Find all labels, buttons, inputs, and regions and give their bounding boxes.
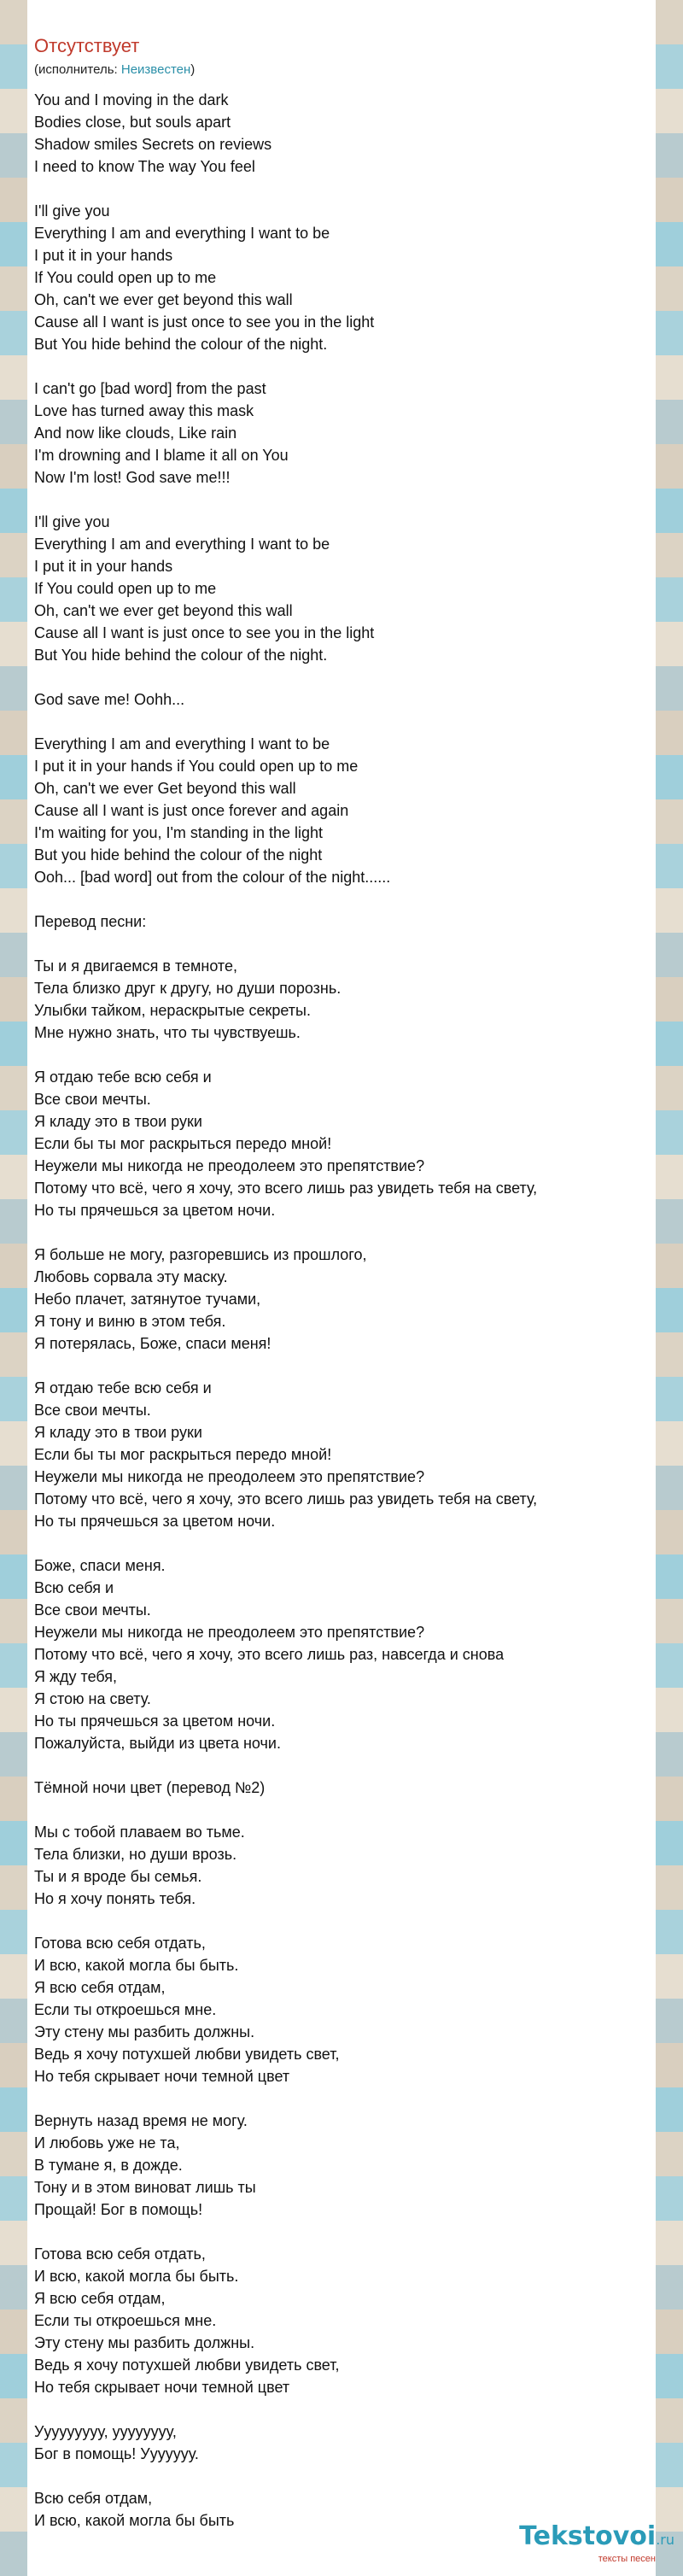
- lyric-line: Bodies close, but souls apart: [34, 114, 231, 131]
- lyric-line: Потому что всё, чего я хочу, это всего лишь раз, навсегда и снова: [34, 1646, 505, 1663]
- lyric-line: Боже, спаси меня.: [34, 1557, 166, 1574]
- lyric-line: Бог в помощь! Ууууууу.: [34, 2445, 199, 2462]
- lyric-line: I'll give you: [34, 513, 110, 530]
- stanza-gap: [34, 2465, 649, 2487]
- lyric-line: Пожалуйста, выйди из цвета ночи.: [34, 1735, 281, 1752]
- lyric-line: Неужели мы никогда не преодолеем это препятствие?: [34, 1624, 425, 1641]
- lyric-line: Если бы ты мог раскрыться передо мной!: [34, 1135, 332, 1152]
- stanza-gap: [34, 178, 649, 200]
- lyric-line: Если бы ты мог раскрыться передо мной!: [34, 1446, 332, 1463]
- lyric-line: Ты и я двигаемся в темноте,: [34, 957, 237, 975]
- site-logo[interactable]: [519, 2523, 674, 2564]
- lyric-line: Мне нужно знать, что ты чувствуешь.: [34, 1024, 301, 1041]
- artist-suffix: ): [190, 62, 196, 77]
- lyric-line: Прощай! Бог в помощь!: [34, 2201, 203, 2218]
- lyric-line: Любовь сорвала эту маску.: [34, 1268, 228, 1285]
- lyric-line: I'm waiting for you, I'm standing in the light: [34, 824, 324, 841]
- lyric-line: И всю, какой могла бы быть.: [34, 2268, 239, 2285]
- lyric-line: И всю, какой могла бы быть: [34, 2512, 235, 2529]
- lyric-line: Но ты прячешься за цветом ночи.: [34, 1712, 276, 1730]
- artist-prefix: (исполнитель:: [34, 62, 121, 77]
- lyric-line: Я тону и виню в этом тебя.: [34, 1313, 226, 1330]
- lyric-line: Готова всю себя отдать,: [34, 2245, 206, 2263]
- lyric-line: Everything I am and everything I want to be: [34, 735, 330, 752]
- lyric-line: Все свои мечты.: [34, 1601, 151, 1619]
- lyric-line: Now I'm lost! God save me!!!: [34, 469, 231, 486]
- lyric-line: Тела близки, но души врозь.: [34, 1846, 237, 1863]
- lyric-line: Перевод песни:: [34, 913, 147, 930]
- lyric-line: Ведь я хочу потухшей любви увидеть свет,: [34, 2046, 340, 2063]
- stanza-gap: [34, 666, 649, 688]
- lyric-line: Я отдаю тебе всю себя и: [34, 1379, 212, 1396]
- lyric-line: Cause all I want is just once to see you in the light: [34, 624, 375, 641]
- stanza-gap: [34, 711, 649, 733]
- stanza-gap: [34, 1355, 649, 1377]
- lyric-line: I'm drowning and I blame it all on You: [34, 447, 289, 464]
- lyric-line: But you hide behind the colour of the night: [34, 846, 323, 864]
- lyric-line: Неужели мы никогда не преодолеем это препятствие?: [34, 1468, 425, 1485]
- lyric-line: Я стою на свету.: [34, 1690, 151, 1707]
- lyric-line: Everything I am and everything I want to be: [34, 536, 330, 553]
- lyric-line: I need to know The way You feel: [34, 158, 255, 175]
- lyric-line: And now like clouds, Like rain: [34, 424, 237, 442]
- lyric-line: Потому что всё, чего я хочу, это всего лишь раз увидеть тебя на свету,: [34, 1490, 538, 1508]
- lyric-line: Всю себя и: [34, 1579, 114, 1596]
- lyric-line: I put it in your hands: [34, 558, 173, 575]
- lyric-line: Cause all I want is just once to see you in the light: [34, 313, 375, 331]
- stanza-gap: [34, 2221, 649, 2243]
- lyric-line: If You could open up to me: [34, 269, 217, 286]
- lyric-line: Oh, can't we ever get beyond this wall: [34, 602, 293, 619]
- lyric-line: Все свои мечты.: [34, 1091, 151, 1108]
- logo-name: Tekstovoi: [519, 2521, 657, 2551]
- lyric-line: В тумане я, в дожде.: [34, 2157, 183, 2174]
- stanza-gap: [34, 1532, 649, 1554]
- lyric-line: Ведь я хочу потухшей любви увидеть свет,: [34, 2356, 340, 2374]
- lyric-line: But You hide behind the colour of the night.: [34, 336, 328, 353]
- artist-line: [34, 61, 649, 79]
- lyric-line: Я потерялась, Боже, спаси меня!: [34, 1335, 271, 1352]
- lyric-line: Love has turned away this mask: [34, 402, 254, 419]
- lyric-line: Я всю себя отдам,: [34, 1979, 166, 1996]
- lyric-line: But You hide behind the colour of the night.: [34, 647, 328, 664]
- stanza-gap: [34, 888, 649, 910]
- lyric-line: Тёмной ночи цвет (перевод №2): [34, 1779, 266, 1796]
- lyric-line: Если ты откроешься мне.: [34, 2001, 217, 2018]
- lyric-line: Everything I am and everything I want to be: [34, 225, 330, 242]
- lyric-line: I put it in your hands if You could open up to me: [34, 758, 359, 775]
- stanza-gap: [34, 1044, 649, 1066]
- stanza-gap: [34, 1799, 649, 1821]
- lyric-line: Я отдаю тебе всю себя и: [34, 1068, 212, 1086]
- stanza-gap: [34, 355, 649, 378]
- lyric-line: Ooh... [bad word] out from the colour of the night......: [34, 869, 391, 886]
- stanza-gap: [34, 1221, 649, 1244]
- stanza-gap: [34, 1910, 649, 1932]
- stanza-gap: [34, 933, 649, 955]
- logo-tld: .ru: [656, 2532, 674, 2548]
- lyric-line: Я кладу это в твои руки: [34, 1424, 202, 1441]
- lyric-line: You and I moving in the dark: [34, 91, 229, 108]
- lyric-line: Если ты откроешься мне.: [34, 2312, 217, 2329]
- song-header: [34, 34, 649, 79]
- lyric-line: Ууууууууу, уууууууу,: [34, 2423, 177, 2440]
- lyric-line: God save me! Oohh...: [34, 691, 185, 708]
- lyric-line: Эту стену мы разбить должны.: [34, 2334, 255, 2351]
- lyric-line: Но я хочу понять тебя.: [34, 1890, 196, 1907]
- lyric-line: Эту стену мы разбить должны.: [34, 2023, 255, 2040]
- stanza-gap: [34, 2087, 649, 2110]
- lyric-line: Мы с тобой плаваем во тьме.: [34, 1824, 245, 1841]
- lyric-line: Но ты прячешься за цветом ночи.: [34, 1202, 276, 1219]
- lyric-line: Но тебя скрывает ночи темной цвет: [34, 2068, 290, 2085]
- lyric-line: Потому что всё, чего я хочу, это всего лишь раз увидеть тебя на свету,: [34, 1180, 538, 1197]
- lyric-line: Тела близко друг к другу, но души порознь.: [34, 980, 342, 997]
- logo-wordmark: [519, 2523, 674, 2554]
- lyric-line: Небо плачет, затянутое тучами,: [34, 1291, 261, 1308]
- lyric-line: Но тебя скрывает ночи темной цвет: [34, 2379, 290, 2396]
- lyric-line: Я больше не могу, разгоревшись из прошлого,: [34, 1246, 367, 1263]
- lyric-line: Улыбки тайком, нераскрытые секреты.: [34, 1002, 311, 1019]
- lyric-line: Cause all I want is just once forever and again: [34, 802, 349, 819]
- stanza-gap: [34, 1754, 649, 1777]
- lyric-line: I can't go [bad word] from the past: [34, 380, 266, 397]
- lyric-line: I'll give you: [34, 202, 110, 220]
- lyrics-text: [34, 89, 649, 2532]
- lyric-line: I put it in your hands: [34, 247, 173, 264]
- lyric-line: Неужели мы никогда не преодолеем это препятствие?: [34, 1157, 425, 1174]
- song-title: Отсутствует: [34, 35, 140, 56]
- lyric-line: И всю, какой могла бы быть.: [34, 1957, 239, 1974]
- artist-link[interactable]: Неизвестен: [120, 62, 191, 77]
- lyric-line: Все свои мечты.: [34, 1402, 151, 1419]
- lyric-line: Всю себя отдам,: [34, 2490, 153, 2507]
- lyric-line: Shadow smiles Secrets on reviews: [34, 136, 272, 153]
- lyric-line: Я кладу это в твои руки: [34, 1113, 202, 1130]
- stanza-gap: [34, 2398, 649, 2421]
- lyric-line: Но ты прячешься за цветом ночи.: [34, 1513, 276, 1530]
- lyric-line: Я всю себя отдам,: [34, 2290, 166, 2307]
- lyric-line: Вернуть назад время не могу.: [34, 2112, 248, 2129]
- lyric-line: Готова всю себя отдать,: [34, 1935, 206, 1952]
- lyric-line: Oh, can't we ever get beyond this wall: [34, 291, 293, 308]
- lyric-line: If You could open up to me: [34, 580, 217, 597]
- lyric-line: Oh, can't we ever Get beyond this wall: [34, 780, 296, 797]
- logo-tagline: тексты песен: [598, 2554, 656, 2564]
- lyric-line: Тону и в этом виноват лишь ты: [34, 2179, 256, 2196]
- stanza-gap: [34, 489, 649, 511]
- lyric-line: Ты и я вроде бы семья.: [34, 1868, 202, 1885]
- lyric-line: И любовь уже не та,: [34, 2134, 180, 2152]
- lyric-line: Я жду тебя,: [34, 1668, 118, 1685]
